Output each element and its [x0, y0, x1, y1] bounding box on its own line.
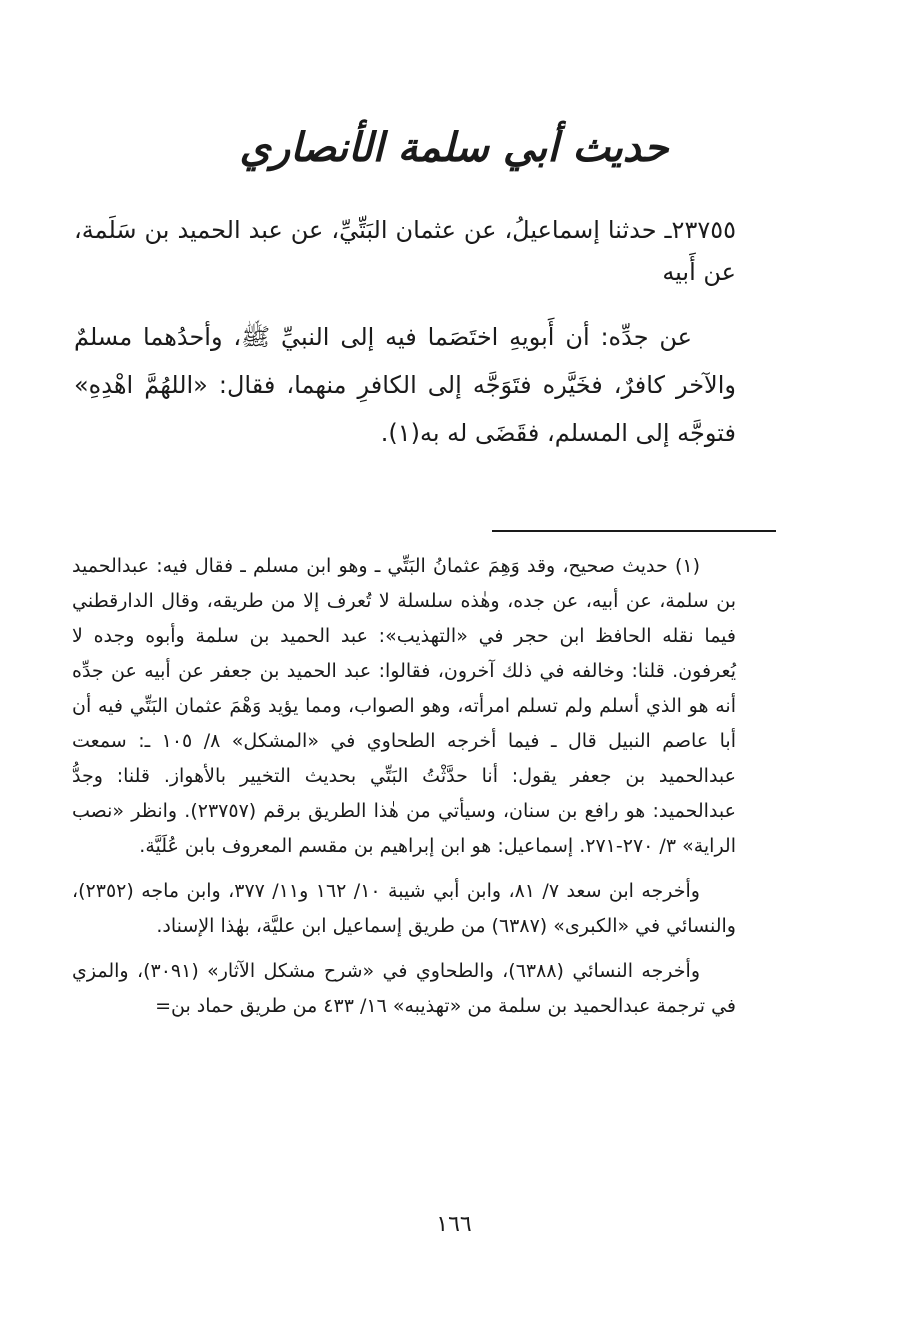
- hadith-text: عن جدِّه: أن أَبويهِ اختَصَما فيه إلى النبيِّ ﷺ، وأحدُهما مسلمٌ والآخر كافرٌ، فخَيَّره فتَوَجَّه إلى الكافرِ منهما، فقال: «اللهُمَّ اهْدِهِ» فتوجَّه إلى المسلم، فقَضَى له به(١).: [74, 323, 736, 447]
- footnote-paragraph: [72, 954, 736, 1024]
- footnote-3-text: وأخرجه النسائي (٦٣٨٨)، والطحاوي في «شرح مشكل الآثار» (٣٠٩١)، والمزي في ترجمة عبدالحميد بن سلمة من «تهذيبه» ١٦/ ٤٣٣ من طريق حماد بن=: [72, 960, 736, 1017]
- hadith-number-and-chain: ٢٣٧٥٥ـ حدثنا إسماعيلُ، عن عثمان البَتِّيِّ، عن عبد الحميد بن سَلَمة، عن أَبيه: [74, 216, 736, 286]
- footnote-paragraph: [72, 874, 736, 944]
- footnotes-section: [72, 549, 736, 1034]
- footnote-1-text: (١) حديث صحيح، وقد وَهِمَ عثمانُ البَتِّي ـ وهو ابن مسلم ـ فقال فيه: عبدالحميد بن سلمة، عن أبيه، عن جده، وهٰذه سلسلة لا تُعرف إلا من طريقه، وقال الدارقطني فيما نقله الحافظ ابن حجر في «التهذيب»: عبد الحميد بن سلمة وأبوه وجده لا يُعرفون. قلنا: وخالفه في ذلك آخرون، فقالوا: عبد الحميد بن جعفر عن أبيه عن جدِّه أنه هو الذي أسلم ولم تسلم امرأته، وهو الصواب، ومما يؤيد وَهْمَ عثمان البَتِّي فيه أن أبا عاصم النبيل قال ـ فيما أخرجه الطحاوي في «المشكل» ٨/ ١٠٥ ـ: سمعت عبدالحميد بن جعفر يقول: أنا حدَّثْتُ البَتِّي بحديث التخيير بالأهواز. قلنا: وجدُّ عبدالحميد: هو رافع بن سنان، وسيأتي من هٰذا الطريق برقم (٢٣٧٥٧). وانظر «نصب الراية» ٣/ ٢٧٠-٢٧١. إسماعيل: هو ابن إبراهيم بن مقسم المعروف بابن عُلَيَّة.: [72, 555, 737, 857]
- footnote-2-text: وأخرجه ابن سعد ٧/ ٨١، وابن أبي شيبة ١٠/ ١٦٢ و١١/ ٣٧٧، وابن ماجه (٢٣٥٢)، والنسائي في «الكبرى» (٦٣٨٧) من طريق إسماعيل ابن عليَّة، بهٰذا الإسناد.: [72, 880, 736, 937]
- footnote-divider: [492, 530, 776, 532]
- hadith-chain: [74, 209, 736, 293]
- chapter-heading: حديث أبي سلمة الأنصاري: [239, 124, 669, 171]
- page-number: ١٦٦: [436, 1212, 472, 1237]
- footnote-paragraph: [72, 549, 736, 864]
- hadith-body: [74, 313, 736, 457]
